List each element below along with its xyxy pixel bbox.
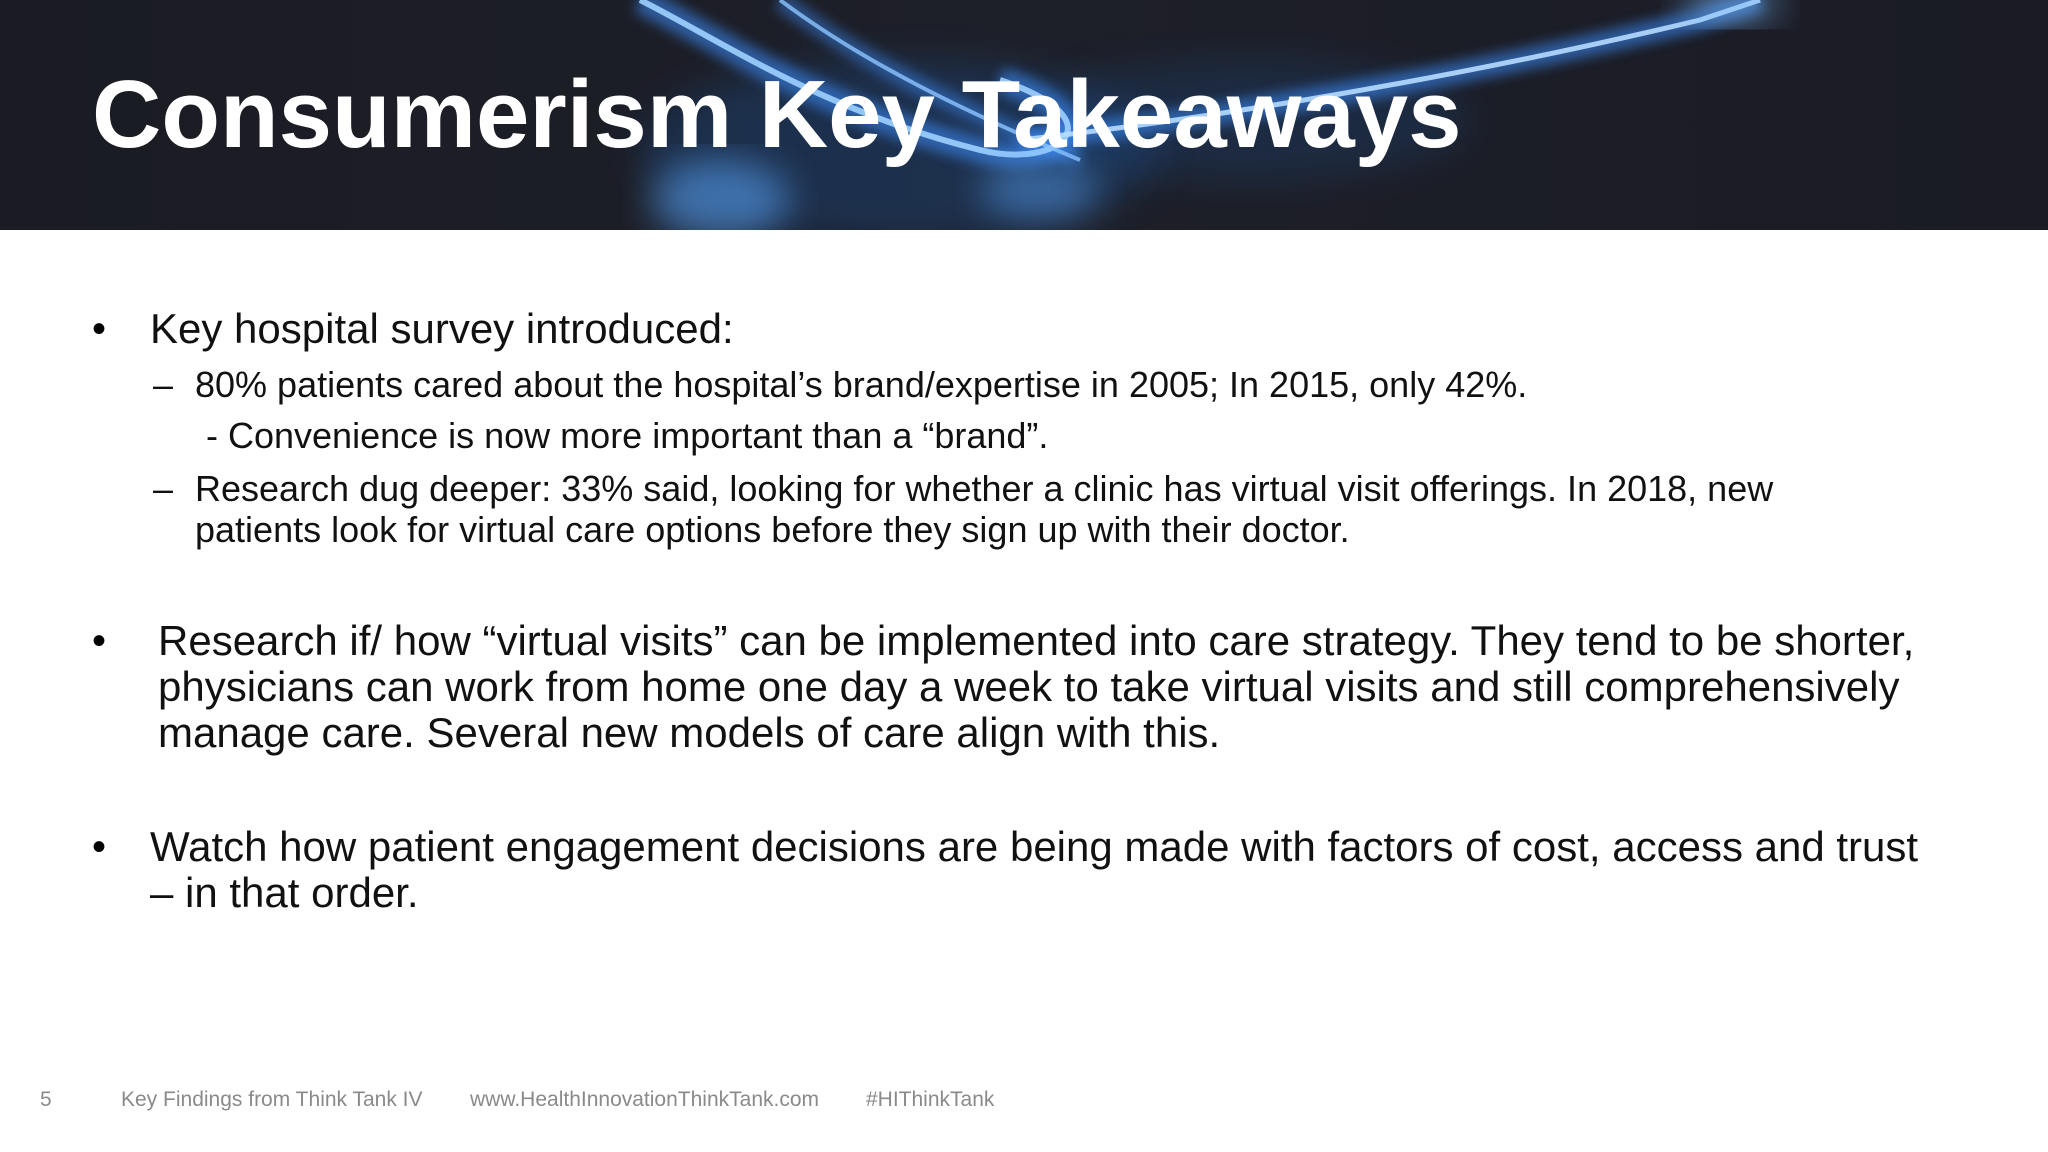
bullet-2-line-3: manage care. Several new models of care align with this. (158, 709, 1221, 756)
bullet-3-line-2: – in that order. (150, 869, 419, 916)
bullet-3-line-1: Watch how patient engagement decisions are being made with factors of cost, access and trust (150, 823, 1919, 870)
bullet-2-line-2: physicians can work from home one day a week to take virtual visits and still comprehensively (158, 663, 1900, 710)
bullet-1-sub-2-line-1: Research dug deeper: 33% said, looking for whether a clinic has virtual visit offerings. In 2018, new (195, 468, 1774, 509)
footer-deck-name: Key Findings from Think Tank IV (121, 1088, 423, 1111)
bullet-1-marker: • (92, 307, 107, 351)
bullet-1-sub-1-text: 80% patients cared about the hospital’s brand/expertise in 2005; In 2015, only 42%. (195, 364, 1528, 405)
footer-page-number: 5 (40, 1088, 52, 1111)
footer-website: www.HealthInnovationThinkTank.com (470, 1088, 820, 1111)
footer-hashtag: #HIThinkTank (866, 1088, 995, 1111)
bullet-3-marker: • (92, 825, 107, 869)
bullet-1-sub-2-line-2: patients look for virtual care options before they sign up with their doctor. (195, 509, 1350, 550)
bullet-1-sub-1-marker: – (153, 364, 174, 405)
bullet-2-marker: • (92, 619, 107, 663)
bullet-1-sub-2-marker: – (153, 468, 174, 509)
bullet-1-sub-1a-text: - Convenience is now more important than a “brand”. (206, 415, 1049, 456)
bullet-2-line-1: Research if/ how “virtual visits” can be implemented into care strategy. They tend to be shorter, (158, 617, 1915, 664)
bullet-1-text: Key hospital survey introduced: (150, 305, 734, 352)
slide-title: Consumerism Key Takeaways (92, 61, 1462, 168)
